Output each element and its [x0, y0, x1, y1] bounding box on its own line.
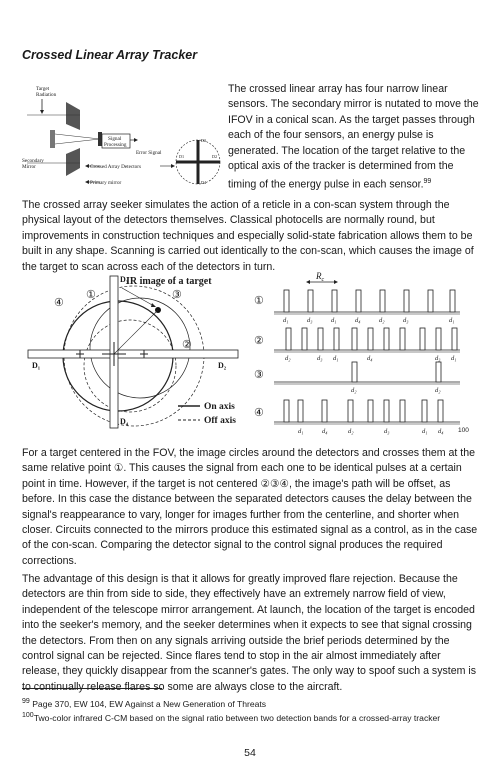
row1-label: d₂	[379, 317, 385, 324]
legend-on-axis: On axis	[204, 402, 235, 412]
row4-label: d₄	[438, 428, 444, 435]
label-error-signal: Error Signal	[136, 150, 162, 156]
page-number: 54	[244, 747, 256, 759]
paragraph-3: The advantage of this design is that it allows for greatly improved flare rejection. Because the detectors are thin from side to side, they effectively have an extremely narrow field of view, independent of the telescope mirror arrangement. At launch, the location of the target is encoded into the seeker's memory, and the seeker determines when it expects to see that signal crossing the detectors. From then on any signals arriving outside the brief periods determined by the control signal can be rejected. Since flares tend to stop in the air almost immediately after release, they quickly disappear from the scanner's gates. The only way to spoof such a system is to continually release flares so some are always close to the aircraft.	[22, 573, 477, 693]
fig1-d4-label: D4	[201, 180, 207, 185]
footnote-100-number: 100	[22, 712, 34, 719]
row1-label: d₁	[449, 317, 455, 324]
fig2-d3-label: D₃	[120, 275, 129, 284]
figure-ref-100: 100	[458, 427, 469, 434]
row2-label: d₃	[317, 355, 323, 362]
label-secondary-mirror-1: Secondary	[22, 158, 44, 164]
footnote-ref-99: 99	[423, 178, 432, 186]
footnote-100	[22, 710, 440, 724]
tracker-schematic-figure	[22, 82, 222, 194]
legend-off-axis: Off axis	[204, 416, 236, 426]
circle-label-2: ②	[182, 339, 192, 351]
row4-label: d₂	[348, 428, 354, 435]
fig2-d4-label: D₄	[120, 417, 129, 426]
row2-label: d₄	[367, 355, 373, 362]
fig2-d1-label: D₁	[32, 361, 41, 370]
row1-label: d₃	[307, 317, 313, 324]
section-title: Crossed Linear Array Tracker	[22, 48, 198, 62]
row1-label: d₁	[331, 317, 337, 324]
footnote-100-text: Two-color infrared C-CM based on the signal ratio between two detection bands for a crossed-array tracker	[33, 712, 441, 723]
paragraph-1: The crossed array seeker simulates the action of a reticle in a con-scan system through the physical layout of the detectors themselves. Classical photocells are normally round, but improvements in construction techniques and especially solid-state fabrication allows them to be built in any shape. Scanning is carried out identically to the con-scan, which causes the image of the target to scan across each of the detectors in turn.	[22, 199, 474, 273]
row2-label: d₁	[451, 355, 457, 362]
footnote-divider	[22, 688, 162, 689]
label-target-radiation-2: Radiation	[36, 92, 57, 98]
rc-label: $R_c$	[316, 271, 325, 283]
row1-label: d₄	[355, 317, 361, 324]
label-signal-processing-2: Processing	[104, 142, 127, 148]
row2-label: d₂	[285, 355, 291, 362]
circle-label-3: ③	[172, 289, 182, 301]
circle-label-4: ④	[54, 297, 64, 309]
fig1-d3-label: D3	[201, 138, 207, 143]
row3-label: d₂	[435, 387, 441, 394]
label-crossed-array-detectors: Crossed Array Detectors	[90, 164, 141, 170]
row-number-1: ①	[254, 295, 264, 307]
fig1-d2-label: D2	[212, 154, 218, 159]
row2-label: d₃	[435, 355, 441, 362]
circle-label-1: ①	[86, 289, 96, 301]
row4-label: d₄	[322, 428, 328, 435]
row-number-4: ④	[254, 407, 264, 419]
row4-label: d₁	[422, 428, 428, 435]
label-target-radiation-1: Target	[36, 86, 50, 92]
intro-text: The crossed linear array has four narrow linear sensors. The secondary mirror is nutated to move the IFOV in a conical scan. As the target passes through each of the four sensors, an energy pulse is generated. The location of the target relative to the optical axis of the tracker is determined from the timing of the energy pulse in each sensor.	[228, 83, 479, 191]
row1-label: d₃	[403, 317, 409, 324]
row2-label: d₁	[333, 355, 339, 362]
footnote-99-number: 99	[22, 698, 30, 705]
row1-label: d₁	[283, 317, 289, 324]
row-number-3: ③	[254, 369, 264, 381]
footnote-99	[22, 696, 266, 710]
fig2-d2-label: D₂	[218, 361, 227, 370]
row3-label: d₂	[351, 387, 357, 394]
fig1-d1-label: D1	[179, 154, 185, 159]
label-primary-mirror: Primary mirror	[90, 180, 122, 186]
detector-signals-figure	[22, 270, 482, 442]
paragraph-2: For a target centered in the FOV, the image circles around the detectors and crosses them at the same relative point ①. This causes the signal from each one to be identical pulses at a certain point in time. However, if the target is not centered ②③④, the image's path will be offset, as before. In this case the distance between the separated detectors causes the delay between the signal's reappearance to vary, longer for images further from the centerline, and shorter when closer. Circuits connected to the mirrors produce this estimated signal as a control, as in the case of the con-scan. Comparing the detector signal to the control signal produces the required corrections.	[22, 447, 478, 567]
row4-label: d₃	[384, 428, 390, 435]
label-secondary-mirror-2: Mirror	[22, 164, 36, 170]
footnote-99-text: Page 370, EW 104, EW Against a New Generation of Threats	[32, 698, 267, 709]
row-number-2: ②	[254, 335, 264, 347]
label-signal-processing-1: Signal	[108, 136, 122, 142]
ir-image-label: IR image of a target	[126, 276, 212, 287]
intro-paragraph	[228, 82, 480, 193]
row4-label: d₁	[298, 428, 304, 435]
